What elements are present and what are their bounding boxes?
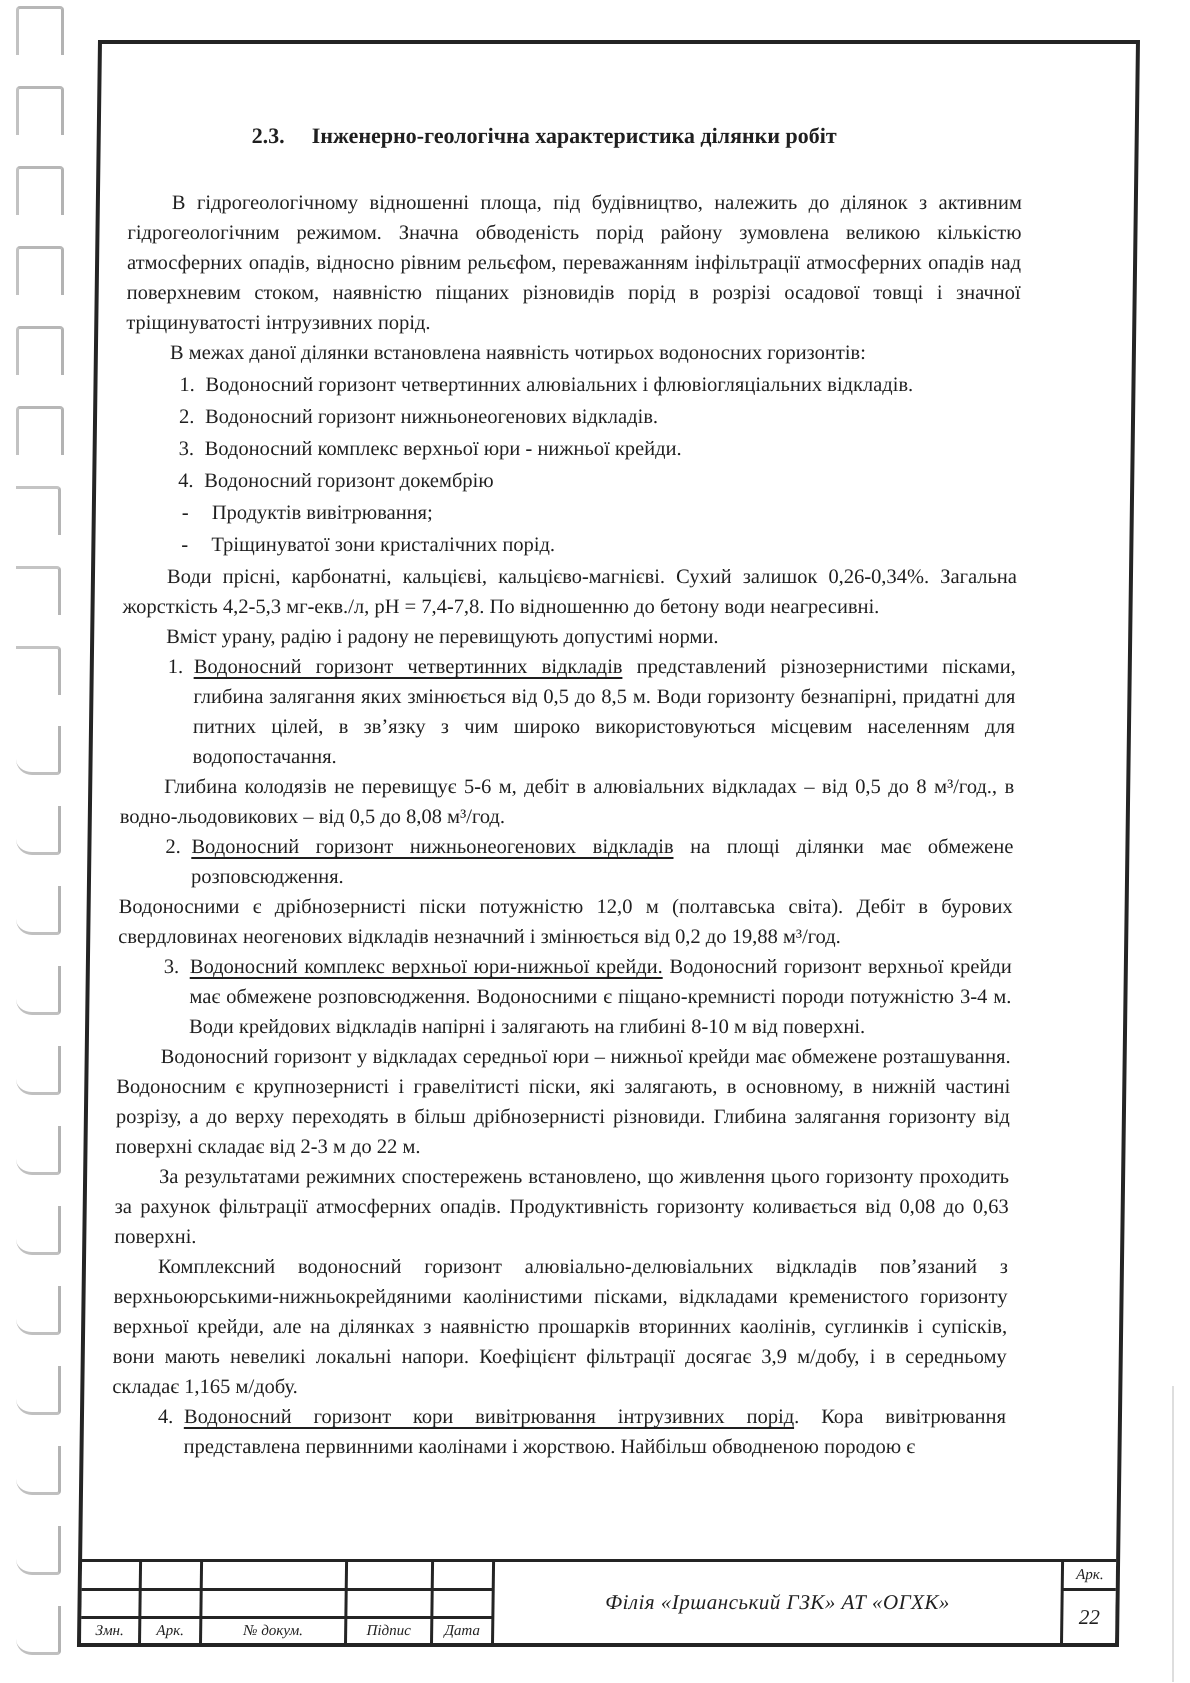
- binder-mark-icon: [16, 1446, 61, 1495]
- binder-mark-icon: [16, 806, 61, 855]
- title-block-empty-cell: [433, 1591, 491, 1616]
- paragraph-complex: Комплексний водоносний горизонт алювіально-делювіальних відкладів пов’язаний з верхньоюрськими-нижньокрейдяними каолінистими пісками, відкладами кременистого горизонту верхньої крейди, але на ділянках з наявністю прошарків вторинних каолінів, суглинків і супісків, вони мають невеликі локальні напори. Коефіцієнт фільтрації досягає 3,9 м/добу, і в середньому складає 1,165 м/добу.: [112, 1256, 1009, 1398]
- list-item-number: 2.: [165, 836, 181, 858]
- item-heading-underlined: Водоносний горизонт нижньонеогенових відкладів: [191, 836, 674, 858]
- section-title: Інженерно-геологічна характеристика ділянки робіт: [311, 123, 837, 148]
- list-item-number: 2.: [178, 406, 195, 428]
- binder-mark-icon: [16, 1046, 61, 1095]
- label-pidpys-cell: Підпис: [347, 1619, 430, 1643]
- list-item: [124, 434, 1018, 464]
- section-number: 2.3.: [251, 123, 285, 148]
- list-item-text: Водоносний комплекс верхньої юри - нижньої крейди.: [204, 438, 682, 460]
- title-block-empty-cell: [203, 1562, 345, 1588]
- item-heading-underlined: Водоносний горизонт кори вивітрювання інтрузивних порід: [183, 1406, 795, 1428]
- binder-mark-icon: [16, 1286, 61, 1335]
- paragraph-radiation: Вміст урану, радію і радону не перевищують допустимі норми.: [166, 626, 719, 648]
- list-item: [124, 466, 1018, 496]
- organization-cell: Філія «Іршанський ГЗК» АТ «ОГХК»: [494, 1562, 1061, 1643]
- numbered-detail-item: [119, 832, 1014, 892]
- binder-mark-icon: [16, 6, 64, 55]
- page-title: [129, 122, 1023, 150]
- dash-marker: -: [181, 534, 189, 556]
- dash-item-text: Продуктів вивітрювання;: [211, 502, 433, 524]
- paragraph-regime: За результатами режимних спостережень встановлено, що живлення цього горизонту проходить за рахунок фільтрації атмосферних опадів. Продуктивність горизонту коливається від 0,08 до 0,63 поверхні.: [114, 1166, 1010, 1248]
- numbered-detail-item: [120, 652, 1016, 772]
- title-block: [81, 1559, 1116, 1643]
- list-item-text: Водоносний горизонт нижньонеогенових відкладів.: [204, 406, 659, 428]
- binder-mark-icon: [16, 646, 61, 695]
- label-ndokum-cell: № докум.: [202, 1619, 344, 1643]
- list-item-number: 4.: [157, 1406, 174, 1428]
- item-heading-underlined: Водоносний комплекс верхньої юри-нижньої крейди.: [189, 956, 663, 978]
- item-body-text: Водоносний горизонт верхньої крейди має обмежене розповсюдження. Водоносними є піщано-кремнисті породи потужністю 3-4 м. Води крейдових відкладів напірні і залягають на глибині 8-10 м від поверхні.: [188, 956, 1013, 1038]
- binder-mark-icon: [16, 86, 64, 135]
- item-body-text: на площі ділянки має обмежене розповсюдження.: [190, 836, 1014, 888]
- title-block-empty-cell: [82, 1562, 139, 1588]
- title-block-empty-cell: [434, 1562, 492, 1588]
- binder-mark-icon: [16, 726, 61, 775]
- binder-mark-icon: [16, 246, 64, 295]
- title-block-empty-cell: [142, 1562, 200, 1588]
- list-item: [125, 370, 1019, 400]
- binder-mark-icon: [16, 166, 64, 215]
- label-data-cell: Дата: [433, 1619, 491, 1643]
- paragraph-neogene-details: Водоносними є дрібнозернисті піски потужністю 12,0 м (полтавська світа). Дебіт в бурових свердловинах неогенових відкладів незначний і змінюється від 0,2 до 19,88 м³/год.: [118, 896, 1013, 948]
- list-item-number: 1.: [179, 374, 196, 396]
- title-block-empty-cell: [347, 1591, 430, 1616]
- list-item-text: Водоносний горизонт четвертинних алювіальних і флювіогляціальних відкладів.: [205, 374, 914, 396]
- dash-marker: -: [181, 502, 189, 524]
- paragraph-wells: Глибина колодязів не перевищує 5-6 м, дебіт в алювіальних відкладах – від 0,5 до 8 м³/год., в водно-льодовикових – від 0,5 до 8,08 м³/год.: [119, 776, 1015, 828]
- paragraph-water-quality: Води прісні, карбонатні, кальцієві, кальцієво-магнієві. Сухий залишок 0,26-0,34%. Загальна жорсткість 4,2-5,3 мг-екв./л, рН = 7,4-7,8. По відношенню до бетону води неагресивні.: [122, 566, 1018, 618]
- item-heading-underlined: Водоносний горизонт четвертинних відкладів: [193, 656, 623, 678]
- list-item-text: Водоносний горизонт докембрію: [204, 470, 494, 492]
- sheet-number-cell: 22: [1063, 1591, 1116, 1643]
- binder-mark-icon: [16, 566, 61, 615]
- binder-mark-icon: [16, 406, 64, 455]
- page-frame: [77, 40, 1140, 1647]
- dash-list-item: [123, 530, 1017, 560]
- title-block-empty-cell: [348, 1562, 431, 1588]
- binder-mark-icon: [16, 1366, 61, 1415]
- page-edge-shadow: [1172, 1386, 1174, 1682]
- binder-mark-icon: [16, 886, 61, 935]
- item-body-text: представлений різнозернистими пісками, глибина залягання яких змінюється від 0,5 до 8,5 м. Води горизонту безнапірні, придатні для питних цілей, в зв’язку з чим широко використовуються місцевим населенням для водопостачання.: [192, 656, 1016, 768]
- binder-mark-icon: [16, 966, 61, 1015]
- paragraph-intro: В гідрогеологічному відношенні площа, під будівництво, належить до ділянок з активним гідрогеологічним режимом. Значна обводеність порід району зумовлена великою кількістю атмосферних опадів, відносно рівним рельєфом, переважанням інфільтрації атмосферних опадів над поверхневим стоком, наявністю піщаних різновидів порід в розрізі осадової товщі і значної тріщинуватості інтрузивних порід.: [126, 192, 1023, 334]
- document-body: [111, 78, 1023, 1462]
- binder-mark-icon: [16, 1206, 61, 1255]
- item-body-text: . Кора вивітрювання представлена первинними каолінами і жорствою. Найбільш обводненою породою є: [183, 1406, 1007, 1458]
- binder-mark-icon: [16, 326, 64, 375]
- title-block-empty-cell: [202, 1591, 344, 1616]
- binder-mark-icon: [16, 1126, 61, 1175]
- binder-mark-icon: [16, 486, 61, 535]
- list-item-number: 4.: [178, 470, 194, 492]
- title-block-empty-cell: [141, 1591, 199, 1616]
- dash-list-item: [124, 498, 1018, 528]
- paragraph-jurassic-details: Водоносний горизонт у відкладах середньої юри – нижньої крейди має обмежене розташування. Водоносним є крупнозернисті і гравелітисті піски, які залягають, в основному, в нижній частині розрізу, а до верху переходять в більш дрібнозернисті різновиди. Глибина залягання горизонту від поверхні складає від 2-3 м до 22 м.: [115, 1046, 1011, 1158]
- numbered-detail-item: [111, 1402, 1006, 1462]
- list-item-number: 3.: [178, 438, 195, 460]
- title-block-empty-cell: [81, 1591, 138, 1616]
- list-item: [125, 402, 1019, 432]
- list-item-number: 3.: [163, 956, 180, 978]
- binder-mark-icon: [16, 1526, 61, 1575]
- sheet-label-cell: Арк.: [1064, 1562, 1116, 1588]
- list-item-number: 1.: [167, 656, 184, 678]
- label-zmn-cell: Змн.: [81, 1619, 138, 1643]
- numbered-detail-item: [117, 952, 1012, 1042]
- label-ark-cell: Арк.: [141, 1619, 199, 1643]
- paragraph-horizons-intro: В межах даної ділянки встановлена наявність чотирьох водоносних горизонтів:: [169, 342, 866, 364]
- dash-item-text: Тріщинуватої зони кристалічних порід.: [211, 534, 556, 556]
- binder-mark-icon: [16, 1606, 61, 1655]
